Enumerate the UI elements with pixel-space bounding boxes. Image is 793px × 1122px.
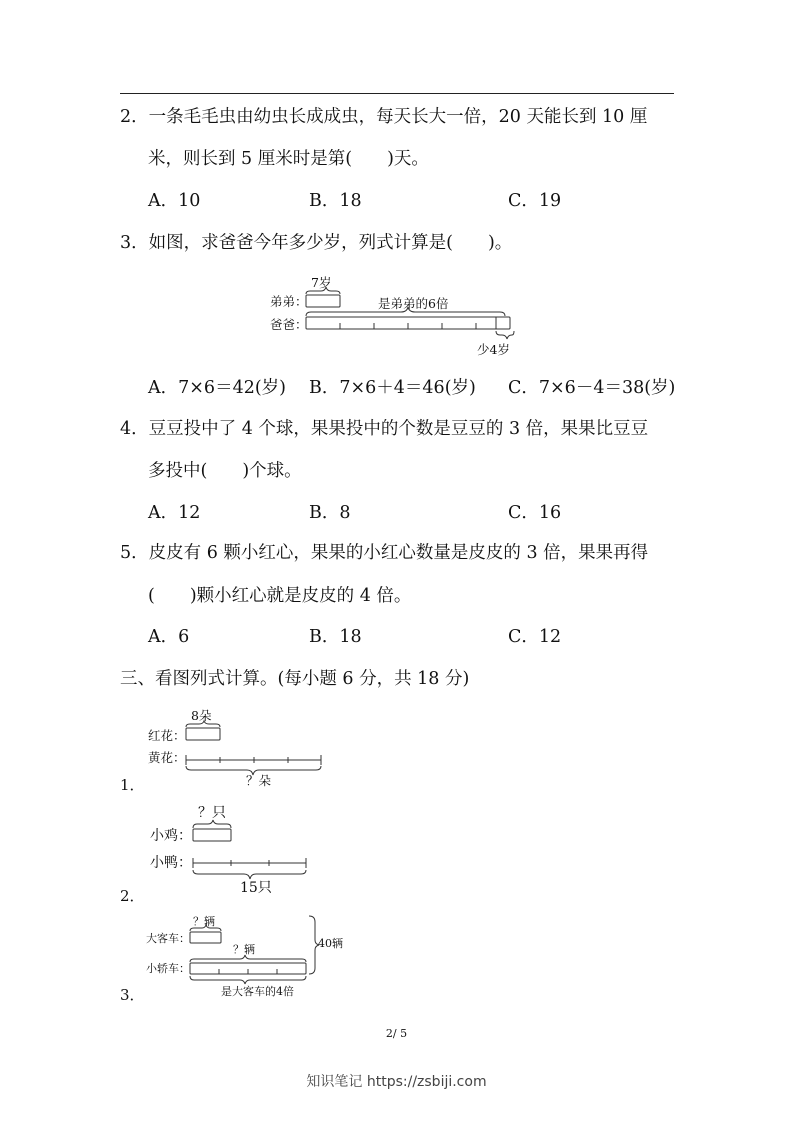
p1-number: 1．: [120, 776, 145, 794]
q3-brother-label: 弟弟：: [270, 294, 308, 309]
p2-top-label: ？只: [198, 805, 226, 821]
q2-option-a[interactable]: A．10: [148, 191, 201, 211]
p2-number: 2．: [120, 887, 145, 905]
p3-bottom-brace: [190, 976, 306, 984]
p3-top-brace: [190, 925, 221, 931]
p3-tick-marks: [219, 969, 277, 974]
q4-option-a[interactable]: A．12: [148, 503, 201, 523]
q4-option-b[interactable]: B．8: [309, 503, 351, 523]
p3-bus-segment: [190, 932, 221, 943]
q2-option-c[interactable]: C．19: [508, 191, 562, 211]
page-number: 2/ 5: [385, 1027, 408, 1040]
q3-option-a[interactable]: A．7×6＝42(岁): [148, 378, 286, 398]
p1-yellow-label: 黄花：: [148, 750, 186, 765]
p1-bottom-label: ？朵: [246, 773, 272, 788]
p2-bottom-label: 15只: [240, 880, 272, 896]
p3-number: 3．: [120, 986, 145, 1004]
p1-red-label: 红花：: [148, 728, 186, 743]
p3-total-label: 40辆: [318, 937, 343, 950]
q2-text-line1: 2．一条毛毛虫由幼虫长成成虫，每天长大一倍，20 天能长到 10 厘: [120, 107, 648, 127]
q3-option-b[interactable]: B．7×6＋4＝46(岁): [309, 378, 476, 398]
p3-bottom-label: 是大客车的4倍: [221, 985, 294, 998]
q3-times-label: 是弟弟的6倍: [378, 296, 449, 311]
q4-option-c[interactable]: C．16: [508, 503, 562, 523]
q3-father-label: 爸爸：: [270, 317, 308, 332]
q4-text-line2: 多投中( )个球。: [148, 461, 302, 481]
p3-bus-label: 大客车：: [146, 932, 190, 945]
section3-heading: 三、看图列式计算。(每小题 6 分，共 18 分): [120, 669, 470, 689]
footer-watermark: 知识笔记 https://zsbiji.com: [306, 1074, 487, 1090]
q5-option-b[interactable]: B．18: [309, 627, 362, 647]
q5-option-c[interactable]: C．12: [508, 627, 562, 647]
q2-text-line2: 米，则长到 5 厘米时是第( )天。: [148, 149, 429, 169]
q5-text-line2: ( )颗小红心就是皮皮的 4 倍。: [148, 586, 412, 606]
p2-chick-label: 小鸡：: [150, 828, 192, 844]
p2-duck-label: 小鸭：: [150, 855, 192, 871]
p3-total-brace: [309, 916, 319, 974]
q3-less-label: 少4岁: [477, 342, 510, 357]
p1-top-label: 8朵: [191, 708, 212, 723]
p3-top-label: ？辆: [193, 915, 215, 928]
q5-text-line1: 5．皮皮有 6 颗小红心，果果的小红心数量是皮皮的 3 倍，果果再得: [120, 543, 649, 563]
q2-option-b[interactable]: B．18: [309, 191, 362, 211]
p3-car-label: 小轿车：: [146, 962, 190, 975]
p3-middle-brace: [190, 955, 306, 962]
q5-option-a[interactable]: A．6: [148, 627, 190, 647]
q3-age-label: 7岁: [311, 275, 332, 290]
q3-option-c[interactable]: C．7×6－4＝38(岁): [508, 378, 676, 398]
p3-middle-label: ？辆: [233, 943, 255, 956]
q3-text-line1: 3．如图，求爸爸今年多少岁，列式计算是( )。: [120, 233, 513, 253]
q4-text-line1: 4．豆豆投中了 4 个球，果果投中的个数是豆豆的 3 倍，果果比豆豆: [120, 419, 649, 439]
